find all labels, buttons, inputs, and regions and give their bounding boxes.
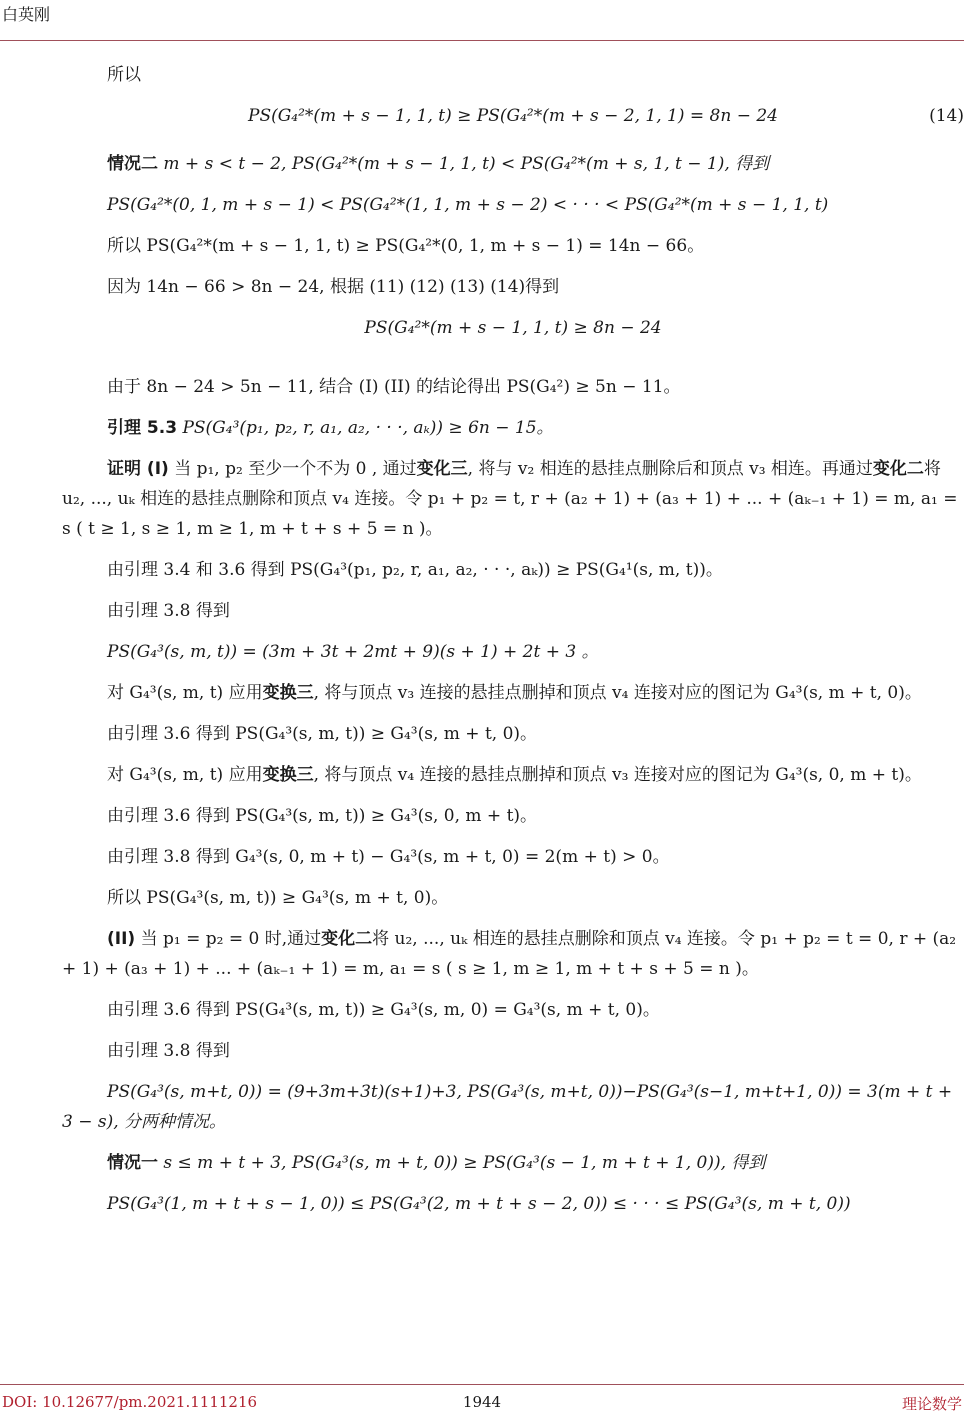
proof-text-a: 当 p₁, p₂ 至少一个不为 0 , 通过 <box>174 459 417 479</box>
case-two-chain: PS(G₄²*(0, 1, m + s − 1) < PS(G₄²*(1, 1, m + s − 2) < · · · < PS(G₄²*(m + s − 1, 1, t) <box>107 195 829 215</box>
proof-part-two <box>62 924 964 984</box>
long-formula: PS(G₄³(s, m+t, 0)) = (9+3m+3t)(s+1)+3, PS(G₄³(s, m+t, 0))−PS(G₄³(s−1, m+t+1, 0)) = 3(m + t + 3 − s), 分两种情况。 <box>62 1082 953 1132</box>
apply-transform-two <box>62 760 964 790</box>
part-two-b: 将 u₂, ..., uₖ 相连的悬挂点删除和顶点 v₄ 连接。令 p₁ + p₂ = t = 0, r + (a₂ + 1) + (a₃ + 1) + ... + (aₖ₋₁ + 1) = m, a₁ = s ( s ≥ 1, m ≥ 1, m + t + s + 5 = n )。 <box>62 929 957 979</box>
proof-label: 证明 (I) <box>107 459 169 479</box>
ps-formula: PS(G₄³(s, m, t)) = (3m + 3t + 2mt + 9)(s + 1) + 2t + 3 。 <box>107 642 599 662</box>
transform-two-term: 变化二 <box>872 459 924 479</box>
journal-name[interactable]: 理论数学 <box>901 1395 962 1413</box>
centered-inequality: PS(G₄²*(m + s − 1, 1, t) ≥ 8n − 24 <box>364 318 662 338</box>
lemma-statement: PS(G₄³(p₁, p₂, r, a₁, a₂, · · ·, aₖ)) ≥ 6n − 15。 <box>182 418 554 438</box>
text-so: 所以 <box>107 65 141 85</box>
equation-14-body: PS(G₄²*(m + s − 1, 1, t) ≥ PS(G₄²*(m + s − 2, 1, 1) = 8n − 24 <box>248 106 778 126</box>
so-result: 所以 PS(G₄³(s, m, t)) ≥ G₄³(s, m + t, 0)。 <box>107 888 449 908</box>
equation-number: (14) <box>929 106 964 126</box>
apply-transform-one <box>62 678 964 708</box>
doi-link[interactable]: DOI: 10.12677/pm.2021.1111216 <box>2 1393 258 1411</box>
apply-one-a: 对 G₄³(s, m, t) 应用 <box>107 683 263 703</box>
apply-two-a: 对 G₄³(s, m, t) 应用 <box>107 765 263 785</box>
case-two-conclusion: 所以 PS(G₄²*(m + s − 1, 1, t) ≥ PS(G₄²*(0, 1, m + s − 1) = 14n − 66。 <box>107 236 705 256</box>
proof-part-one <box>62 454 964 544</box>
lemma-label: 引理 5.3 <box>107 418 178 438</box>
page-header <box>0 0 964 41</box>
case-one-text: s ≤ m + t + 3, PS(G₄³(s, m + t, 0)) ≥ PS(G₄³(s − 1, m + t + 1, 0)), 得到 <box>163 1153 766 1173</box>
lemma-38-difference: 由引理 3.8 得到 G₄³(s, 0, m + t) − G₄³(s, m + t, 0) = 2(m + t) > 0。 <box>107 847 670 867</box>
proof-text-b: , 将与 v₂ 相连的悬挂点删除后和顶点 v₃ 相连。再通过 <box>467 459 873 479</box>
part-two-bold: 变化二 <box>321 929 373 949</box>
part-two-label: (II) <box>107 929 136 949</box>
apply-two-bold: 变换三 <box>262 765 314 785</box>
case-two-text: m + s < t − 2, PS(G₄²*(m + s − 1, 1, t) < PS(G₄²*(m + s, 1, t − 1), 得到 <box>163 154 770 174</box>
lemma-5-3 <box>62 413 964 443</box>
part-two-a: 当 p₁ = p₂ = 0 时,通过 <box>140 929 322 949</box>
case-two-label: 情况二 <box>107 154 158 174</box>
apply-one-bold: 变换三 <box>262 683 314 703</box>
case-one-label: 情况一 <box>107 1153 158 1173</box>
since-paragraph: 由于 8n − 24 > 5n − 11, 结合 (I) (II) 的结论得出 PS(G₄²) ≥ 5n − 11。 <box>107 377 681 397</box>
lemma-38-intro-2: 由引理 3.8 得到 <box>107 1041 230 1061</box>
case-one-paragraph <box>62 1148 964 1178</box>
lemma-36-result-2: 由引理 3.6 得到 PS(G₄³(s, m, t)) ≥ G₄³(s, 0, m + t)。 <box>107 806 538 826</box>
because-paragraph: 因为 14n − 66 > 8n − 24, 根据 (11) (12) (13) (14)得到 <box>107 277 560 297</box>
apply-one-b: , 将与顶点 v₃ 连接的悬挂点删掉和顶点 v₄ 连接对应的图记为 G₄³(s, m + t, 0)。 <box>313 683 922 703</box>
case-two-paragraph <box>62 149 964 179</box>
proof-text-c: 将 u₂, ..., uₖ 相连的悬挂点删除和顶点 v₄ 连接。令 p₁ + p₂ = t, r + (a₂ + 1) + (a₃ + 1) + ... + (aₖ₋₁ + 1) = m, a₁ = s ( t ≥ 1, s ≥ 1, m ≥ 1, m + t + s + 5 = n )。 <box>62 459 958 539</box>
lemma-38-intro: 由引理 3.8 得到 <box>107 601 230 621</box>
transform-three-term: 变化三 <box>416 459 468 479</box>
page-number: 1944 <box>462 1393 502 1411</box>
lemma-36-result-1: 由引理 3.6 得到 PS(G₄³(s, m, t)) ≥ G₄³(s, m + t, 0)。 <box>107 724 538 744</box>
lemma-36-result-3: 由引理 3.6 得到 PS(G₄³(s, m, t)) ≥ G₄³(s, m, 0) = G₄³(s, m + t, 0)。 <box>107 1000 660 1020</box>
page-footer <box>0 1384 964 1415</box>
lemma-34-36-result: 由引理 3.4 和 3.6 得到 PS(G₄³(p₁, p₂, r, a₁, a₂, · · ·, aₖ)) ≥ PS(G₄¹(s, m, t))。 <box>107 560 723 580</box>
page-body <box>62 60 964 1230</box>
case-one-chain: PS(G₄³(1, m + t + s − 1, 0)) ≤ PS(G₄³(2, m + t + s − 2, 0)) ≤ · · · ≤ PS(G₄³(s, m + t, 0)) <box>107 1194 851 1214</box>
running-head-author: 白英刚 <box>2 5 51 24</box>
apply-two-b: , 将与顶点 v₄ 连接的悬挂点删掉和顶点 v₃ 连接对应的图记为 G₄³(s, 0, m + t)。 <box>313 765 922 785</box>
equation-14 <box>62 101 964 131</box>
